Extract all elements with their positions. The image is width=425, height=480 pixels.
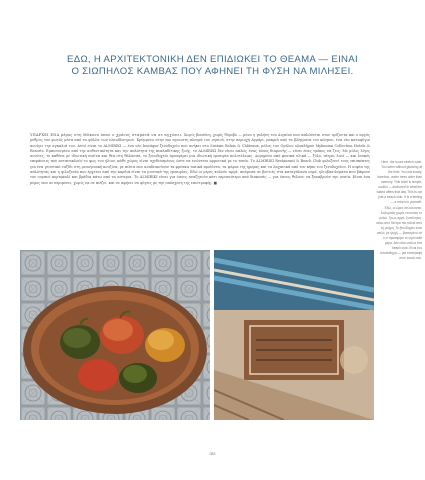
article-lead: ΥΠΑΡΧΕΙ ΕΝΑ μέρος στη Μύκονο όπου ο χρόνος σταματά να σε αγχώνει. <box>30 133 183 137</box>
textile-decor-image <box>214 250 374 420</box>
decor-photo <box>214 250 374 420</box>
article-body <box>30 133 370 186</box>
headline <box>20 54 405 78</box>
headline-line-2: Ο ΣΙΩΠΗΛΟΣ ΚΑΜΒΑΣ ΠΟΥ ΑΦΗΝΕΙ ΤΗ ΦΥΣΗ ΝΑ ΜΙΛΗΣΕΙ. <box>71 66 354 77</box>
page-number: 083 <box>209 452 216 456</box>
end-mark: ■ <box>213 180 217 185</box>
sidebar-english: Here, the hours stretch wide. You swim without glancing at the time. You eat slowly, barefoot, under trees older than memory. This hotel is simple, soulful — anchored in what the island offers that day. This is not just a beach club. It is a feeling — a return to yourself. <box>376 160 422 204</box>
article-text: Χωρίς βιασύνη, χωρίς θόρυβο — μόνο η γαλήνη του Αιγαίου που απλώνεται στον ορίζοντα και ο αργός ρυθμός του φωτός μέσα από τα φύλλα των ελαιόδεντρων. Κρυμμένο στην πιο αγνωστη πλευρά του νησιού, στην περιοχή Αγράρι, μακριά από τα βλέμματα του κόσμου, ένα νέο καταφύγιο ανοίγει την αγκαλιά του. Αυτό είναι το ALMIRIKI — ένα νέο boutique ξενοδοχείο που ανήκει στο Sustain Relais & Châteaux, μέλος του Ομίλου ολοκλήρου Mykonian Collection Hotels & Resorts. Εμπνευσμένο από την αυθεντικότητα και την απλότητα της κυκλαδίτικης ζωής, το ALMIRIKI δεν είναι απλώς ένας τόπος διαμονής — είναι ένας τρόπος να ζεις. Με μόλις λίγες σουίτες, το καθένα με ιδιωτική πισίνα και θέα στη θάλασσα, το ξενοδοχείο προσφέρει μια ιδιωτική εμπειρία πολυτέλειας. Δομημένο από φυσικά υλικά — ξύλο, πέτρα, λινό — και λευκές επιφάνειες που αντανακλούν το φως του ήλιου, κάθε χώρος είναι σχεδιασμένος ώστε να ενώνεται αρμονικά με το τοπίο. Το ALMIRIKI Restaurant & Beach Club φιλοξενεί τους επισκέπτες για ένα γευστικό ταξίδι στη μεσογειακή κουζίνα, με πιάτα που αναδεικνύουν τα φρέσκα τοπικά προϊόντα, τα ψάρια της ημέρας και τα λαχανικά από τον κήπο του ξενοδοχείου. Η σοφία της απλότητας και η φιλοξενία που έρχεται από την καρδιά είναι τα μυστικά της εμπειρίας. Εδώ οι μέρες κυλούν αργά, ανάμεσα σε βουτιές στα καταγάλανα νερά, ηλιοβασιλέματα που βάφουν τον ουρανό πορτοκαλί και βράδια κάτω από τα αστέρια. Το ALMIRIKI είναι για όσους αναζητούν κάτι περισσότερο από διακοπές — για όσους θέλουν να ξαναβρούν την ουσία. Είναι ένα μέρος που σε περιμένει, χωρίς να σε πιέζει, και σε αφήνει να φύγεις με την υπόσχεση της επιστροφής. <box>30 133 370 185</box>
food-photo <box>20 250 210 420</box>
headline-line-1: ΕΔΩ, Η ΑΡΧΙΤΕΚΤΟΝΙΚΗ ΔΕΝ ΕΠΙΔΙΩΚΕΙ ΤΟ ΘΕΑΜΑ — ΕΙΝΑΙ <box>67 54 358 65</box>
stuffed-peppers-image <box>20 250 210 420</box>
sidebar-greek: Εδώ, οι ώρες απλώνονται. Κολυμπάς χωρίς να κοιτάς το ρολόι. Τρως αργά, ξυπόλητος, κάτω από δέντρα πιο παλιά από τη μνήμη. Το ξενοδοχείο είναι απλό, με ψυχή — βασισμένο σε ό,τι προσφέρει το νησί κάθε μέρα. Δεν είναι απλώς ένα beach club. Είναι ένα συναίσθημα — μια επιστροφή στον εαυτό σου. <box>376 206 422 260</box>
article-paragraph <box>30 133 370 186</box>
sidebar-caption <box>376 160 422 262</box>
